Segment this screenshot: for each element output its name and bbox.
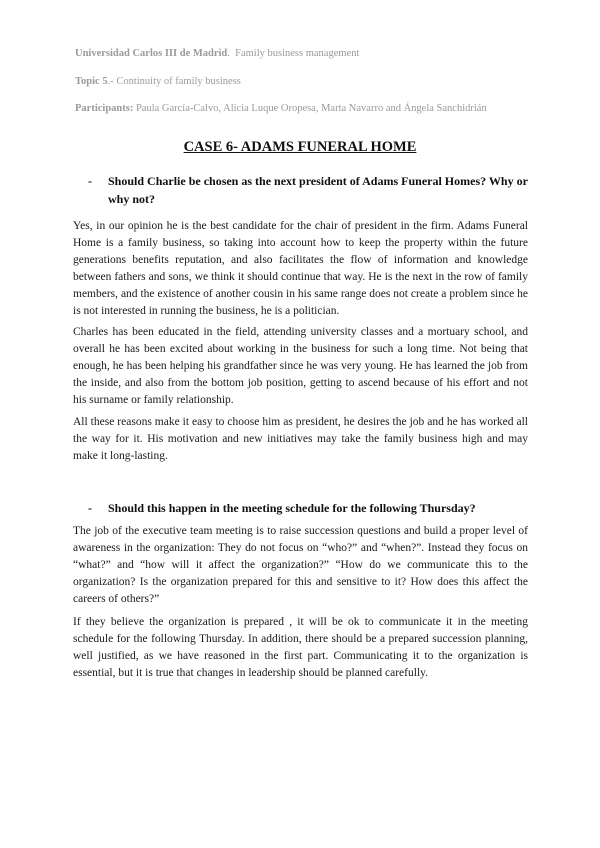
answer-1-paragraph-3: All these reasons make it easy to choose him as president, he desires the job and he has worked all the way for it. His motivation and new initiatives may take the family business high and may make it long-lasting. (73, 416, 528, 462)
case-title: CASE 6- ADAMS FUNERAL HOME (183, 139, 417, 155)
question-1 (88, 172, 528, 208)
answer-1-paragraph-1: Yes, in our opinion he is the best candidate for the chair of president in the firm. Adams Funeral Home is a family business, so taking into account how to keep the property within the future generations benefits reputation, and also facilitates the flow of information and knowledge between fathers and sons, we think it should continue that way. He is the next in the row of family members, and the existence of another cousin in his same range does not create a problem since he is not interested in running the business, he is a politician. (73, 220, 528, 317)
question-2 (88, 499, 528, 517)
header-university-line: Universidad Carlos III de Madrid. Family business management (75, 48, 360, 59)
bullet-dash: - (88, 501, 92, 515)
answer-2-paragraph-2: If they believe the organization is prepared , it will be ok to communicate it in the meeting schedule for the following Thursday. In addition, there should be a prepared succession planning, well justified, as we have reasoned in the first part. Communicating it to the organization is essential, but it is true that changes in leadership should be planned carefully. (73, 616, 528, 679)
topic-text: .- Continuity of family business (107, 76, 241, 87)
course-name: Family business management (235, 48, 360, 59)
participants-label: Participants: (75, 103, 134, 114)
answer-1-paragraph-2: Charles has been educated in the field, attending university classes and a mortuary school, and overall he has been excited about working in the business for such a long time. Not being that enough, he has been helping his grandfather since he was very young. He has learned the job from the inside, and also from the bottom job position, getting to ascend because of his effort and not his surname or family relationship. (73, 326, 528, 406)
university-name: Universidad Carlos III de Madrid (75, 48, 228, 59)
header-participants-line (75, 103, 530, 114)
bullet-dash: - (88, 174, 92, 188)
participants-names: Paula García-Calvo, Alicia Luque Oropesa, Marta Navarro and Ángela Sanchidrián (135, 103, 487, 114)
answer-2-paragraph-1: The job of the executive team meeting is to raise succession questions and build a proper level of awareness in the organization: They do not focus on “who?” and “when?”. Instead they focus on “what?” and “how will it affect the organization?” “How do we communicate this to the organization? Is the organization prepared for this and sensitive to it? How does this affect the careers of others?” (73, 525, 528, 605)
question-1-text: Should Charlie be chosen as the next president of Adams Funeral Homes? Why or why not? (108, 174, 528, 206)
question-2-text: Should this happen in the meeting schedule for the following Thursday? (108, 501, 476, 515)
topic-label: Topic 5 (75, 76, 108, 87)
header-topic-line (75, 76, 530, 87)
